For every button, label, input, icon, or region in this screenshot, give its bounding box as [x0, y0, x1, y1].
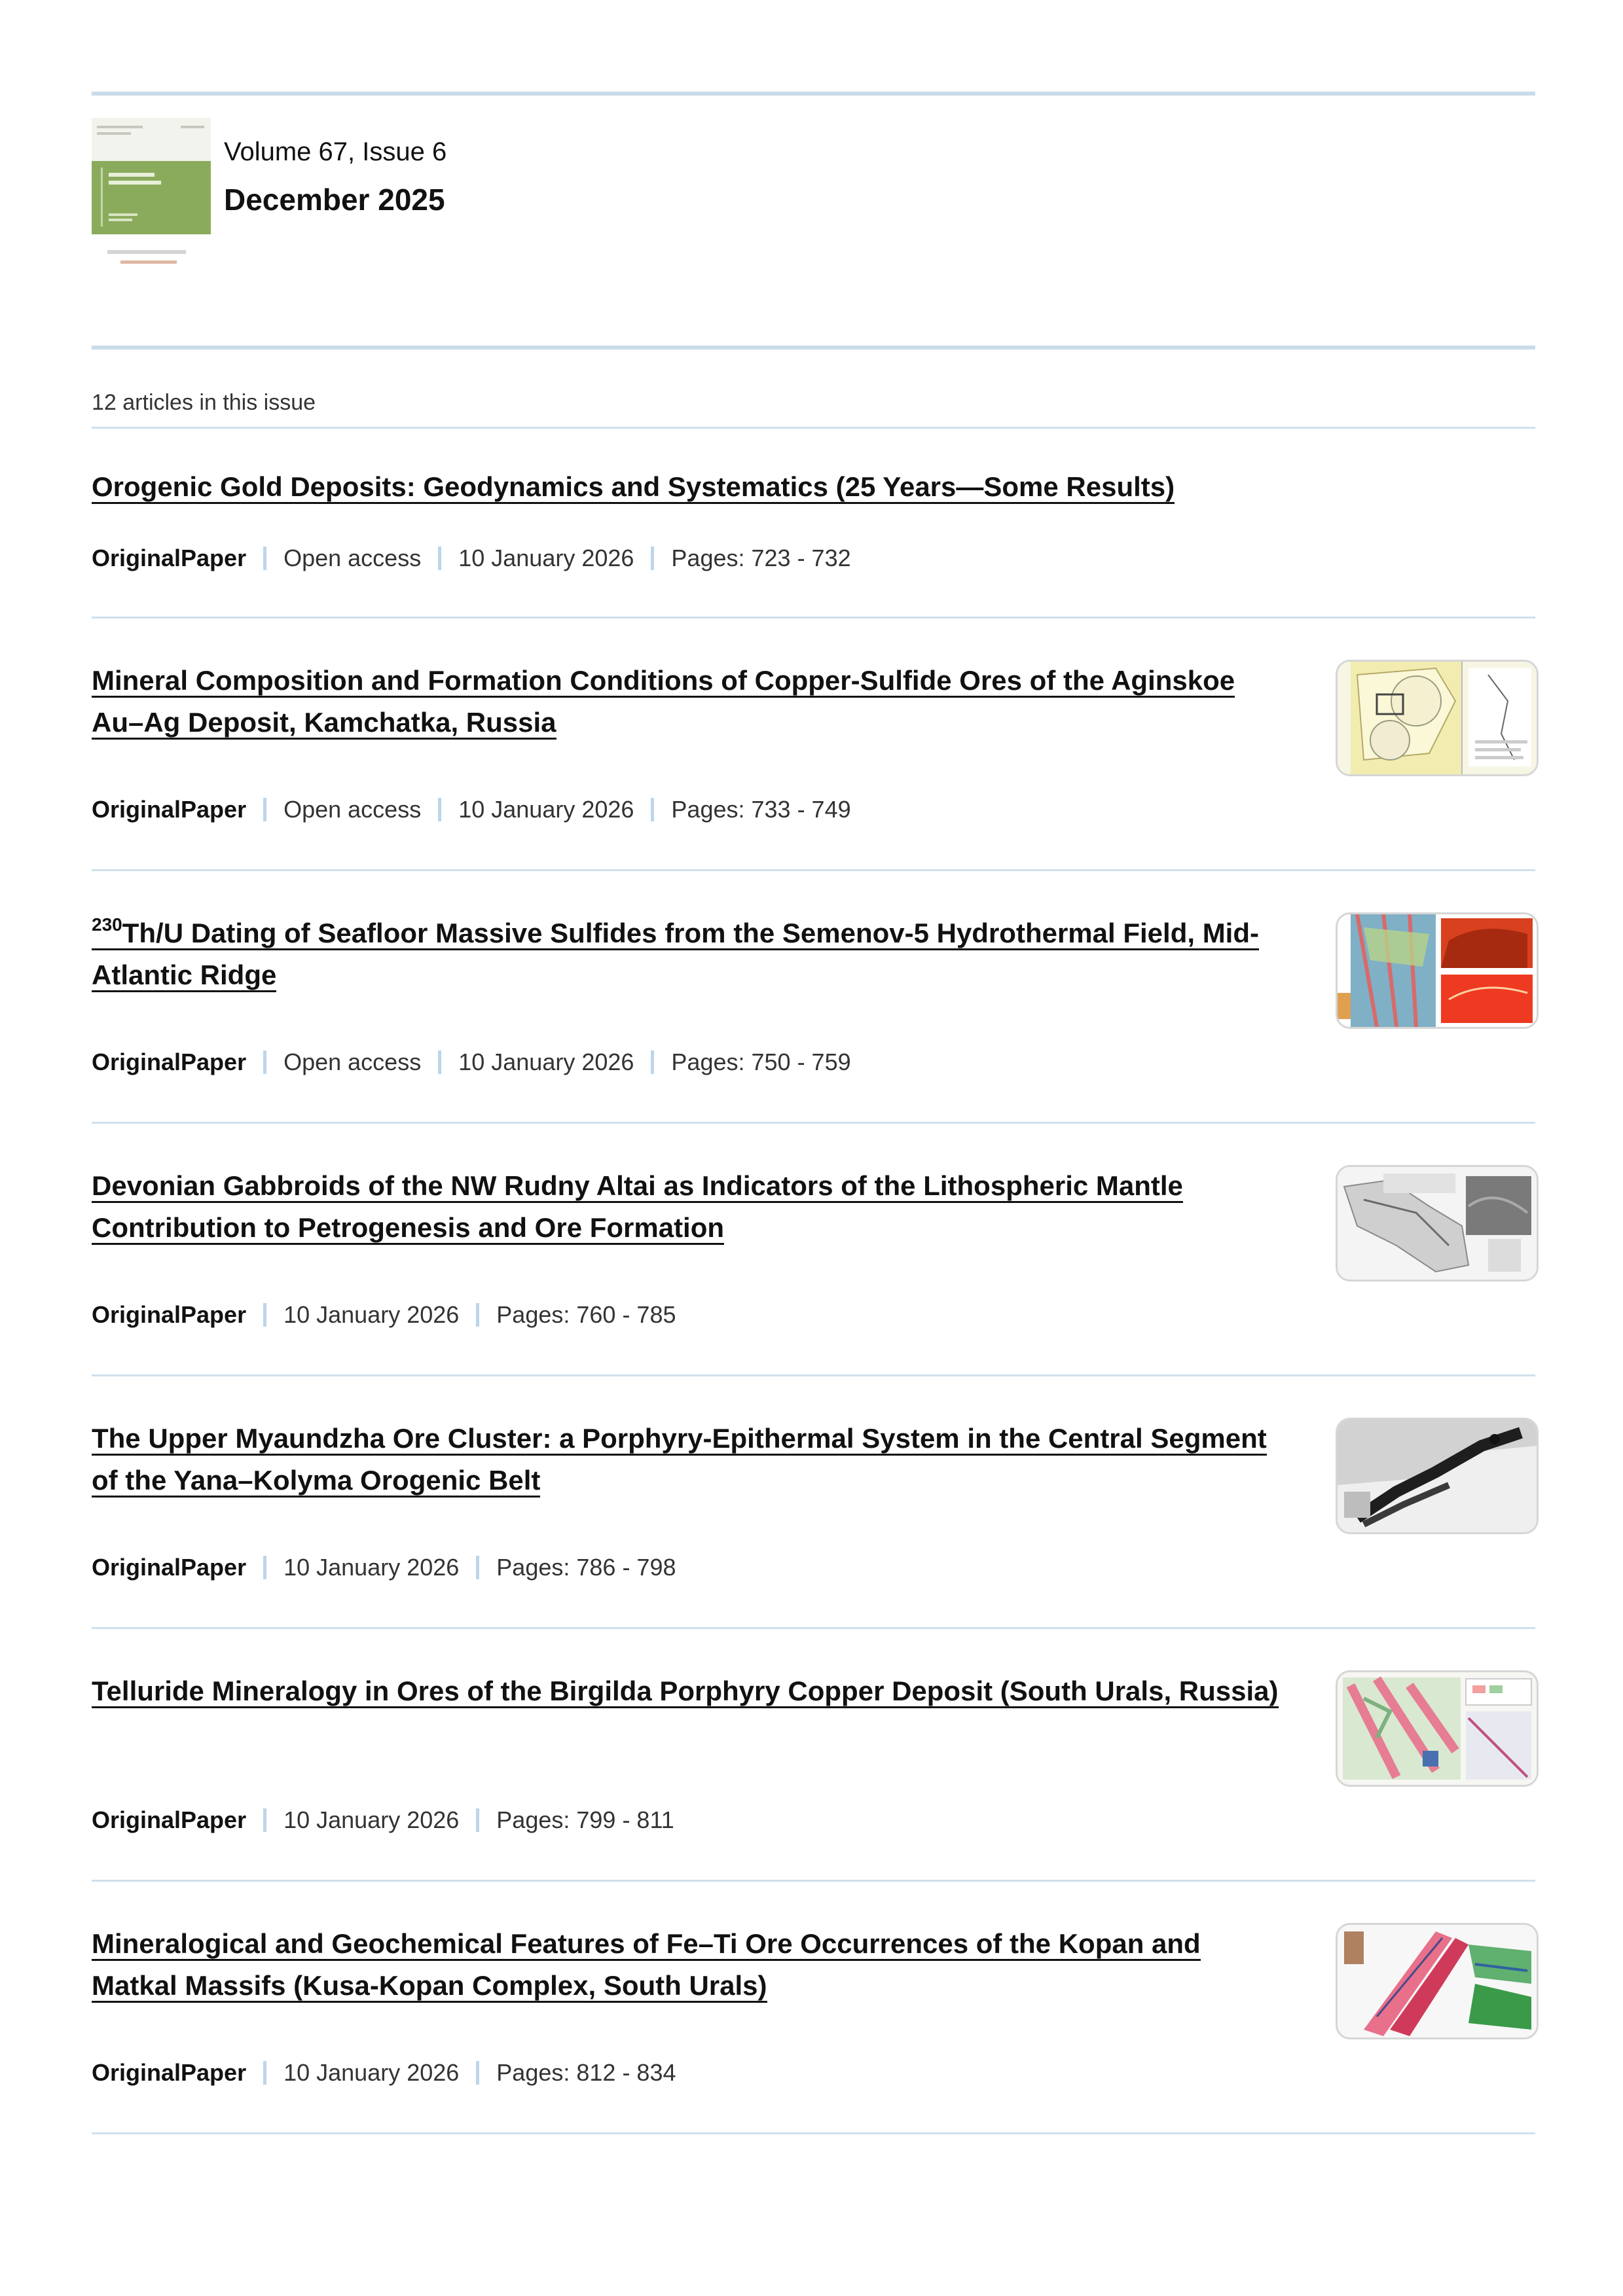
meta-separator	[438, 1050, 441, 1074]
article-thumbnail-map[interactable]	[1336, 1923, 1539, 2039]
article-title-text: Mineralogical and Geochemical Features of Fe–Ti Ore Occurrences of the Kopan and Matkal Massifs (Kusa-Kopan Complex, South Urals)	[92, 1928, 1201, 2001]
article-divider	[92, 1374, 1535, 1376]
meta-separator	[263, 547, 266, 570]
article-meta	[92, 2059, 676, 2087]
article-meta	[92, 545, 851, 572]
publication-date: 10 January 2026	[283, 1301, 460, 1328]
article-divider	[92, 1880, 1535, 1882]
meta-separator	[651, 547, 654, 570]
meta-separator	[476, 2061, 479, 2085]
article-title	[92, 1923, 1290, 2007]
list-divider	[92, 427, 1535, 429]
article-title-superscript: 230	[92, 914, 122, 935]
article-title-link[interactable]	[92, 1928, 1201, 2003]
article-title-link[interactable]	[92, 1423, 1267, 1498]
article-title	[92, 660, 1290, 744]
article-thumbnail-map[interactable]	[1336, 1418, 1539, 1534]
page-range: Pages: 812 - 834	[496, 2059, 676, 2086]
article-title	[92, 466, 1290, 508]
article-meta	[92, 1554, 676, 1581]
meta-separator	[476, 1808, 479, 1832]
article-type: OriginalPaper	[92, 1806, 247, 1833]
map-thumbnail-graphic	[1338, 1420, 1537, 1532]
journal-cover-image[interactable]	[92, 118, 211, 288]
article-divider	[92, 2132, 1535, 2134]
article-meta	[92, 1301, 676, 1329]
article-title-text: Orogenic Gold Deposits: Geodynamics and Systematics (25 Years—Some Results)	[92, 471, 1175, 502]
map-thumbnail-graphic	[1338, 914, 1537, 1027]
meta-separator	[651, 798, 654, 821]
publication-date: 10 January 2026	[283, 2059, 460, 2086]
meta-separator	[651, 1050, 654, 1074]
meta-separator	[263, 1303, 266, 1327]
page-range: Pages: 760 - 785	[496, 1301, 676, 1328]
article-title-text: Devonian Gabbroids of the NW Rudny Altai as Indicators of the Lithospheric Mantle Contribution to Petrogenesis and Ore Formation	[92, 1170, 1183, 1243]
map-thumbnail-graphic	[1338, 1167, 1537, 1280]
publication-date: 10 January 2026	[458, 545, 634, 571]
article-title	[92, 1165, 1290, 1249]
header-divider	[92, 346, 1535, 350]
meta-separator	[263, 1808, 266, 1832]
article-meta	[92, 1049, 851, 1076]
article-title	[92, 912, 1290, 996]
open-access-label: Open access	[283, 1049, 422, 1075]
article-title-text: The Upper Myaundzha Ore Cluster: a Porphyry-Epithermal System in the Central Segment of the Yana–Kolyma Orogenic Belt	[92, 1423, 1267, 1496]
meta-separator	[438, 547, 441, 570]
article-type: OriginalPaper	[92, 1554, 247, 1581]
map-thumbnail-graphic	[1338, 1925, 1537, 2037]
meta-separator	[263, 1556, 266, 1579]
article-type: OriginalPaper	[92, 545, 247, 571]
meta-separator	[476, 1303, 479, 1327]
article-title-link[interactable]	[92, 1170, 1183, 1245]
article-divider	[92, 1122, 1535, 1124]
open-access-label: Open access	[283, 545, 422, 571]
article-title-link[interactable]	[92, 1676, 1279, 1708]
article-divider	[92, 1627, 1535, 1629]
article-title-link[interactable]	[92, 914, 1259, 992]
article-thumbnail-map[interactable]	[1336, 1670, 1539, 1787]
article-title	[92, 1670, 1290, 1712]
article-title	[92, 1418, 1290, 1501]
article-meta	[92, 1806, 674, 1834]
article-meta	[92, 796, 851, 823]
article-thumbnail-map[interactable]	[1336, 912, 1539, 1029]
map-thumbnail-graphic	[1338, 662, 1537, 774]
article-type: OriginalPaper	[92, 1049, 247, 1075]
article-divider	[92, 617, 1535, 619]
article-thumbnail-map[interactable]	[1336, 1165, 1539, 1282]
map-thumbnail-graphic	[1338, 1672, 1537, 1785]
article-title-text: Telluride Mineralogy in Ores of the Birgilda Porphyry Copper Deposit (South Urals, Russia)	[92, 1676, 1279, 1706]
article-count: 12 articles in this issue	[92, 390, 316, 415]
meta-separator	[263, 1050, 266, 1074]
publication-date: 10 January 2026	[283, 1806, 460, 1833]
publication-date: 10 January 2026	[458, 796, 634, 823]
meta-separator	[263, 2061, 266, 2085]
article-title-text: Mineral Composition and Formation Conditions of Copper-Sulfide Ores of the Aginskoe Au–Ag Deposit, Kamchatka, Russia	[92, 665, 1235, 738]
article-divider	[92, 869, 1535, 871]
article-type: OriginalPaper	[92, 1301, 247, 1328]
article-title-link[interactable]	[92, 665, 1235, 740]
page-range: Pages: 799 - 811	[496, 1806, 674, 1833]
meta-separator	[476, 1556, 479, 1579]
article-title-text: Th/U Dating of Seafloor Massive Sulfides from the Semenov-5 Hydrothermal Field, Mid-Atlantic Ridge	[92, 918, 1259, 990]
top-divider	[92, 92, 1535, 96]
publication-date: 10 January 2026	[458, 1049, 634, 1075]
article-type: OriginalPaper	[92, 796, 247, 823]
issue-date: December 2025	[224, 183, 445, 217]
page-range: Pages: 750 - 759	[671, 1049, 851, 1075]
issue-volume: Volume 67, Issue 6	[224, 137, 447, 166]
page-range: Pages: 733 - 749	[671, 796, 851, 823]
article-type: OriginalPaper	[92, 2059, 247, 2086]
meta-separator	[438, 798, 441, 821]
page-range: Pages: 786 - 798	[496, 1554, 676, 1581]
open-access-label: Open access	[283, 796, 422, 823]
publication-date: 10 January 2026	[283, 1554, 460, 1581]
article-thumbnail-map[interactable]	[1336, 660, 1539, 776]
meta-separator	[263, 798, 266, 821]
page-range: Pages: 723 - 732	[671, 545, 851, 571]
article-title-link[interactable]	[92, 471, 1175, 504]
